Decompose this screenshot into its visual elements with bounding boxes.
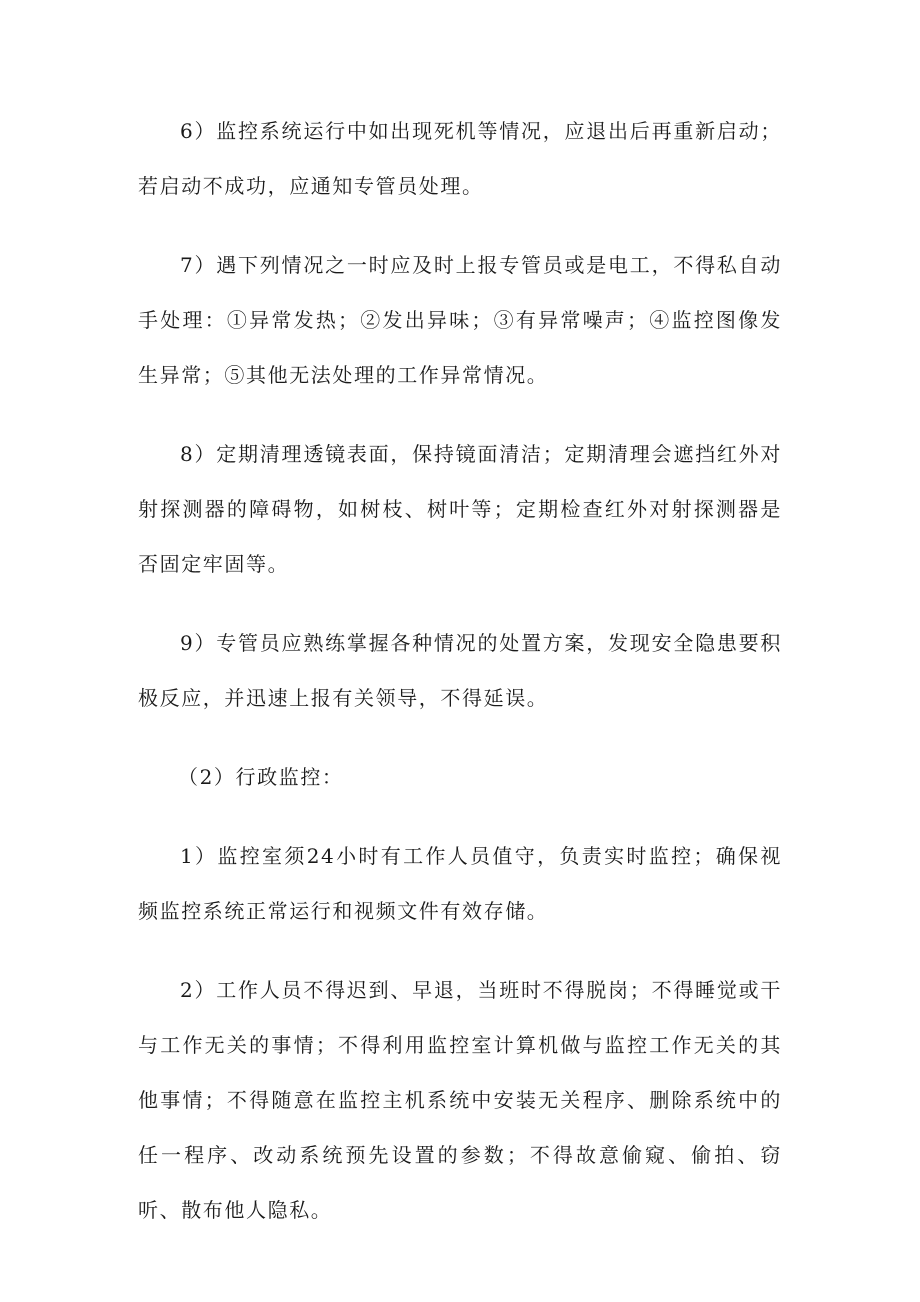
- paragraph-item-2: 2）工作人员不得迟到、早退，当班时不得脱岗；不得睡觉或干与工作无关的事情；不得利用监控室计算机做与监控工作无关的其他事情；不得随意在监控主机系统中安装无关程序、删除系统中的任一程序、改动系统预先设置的参数；不得故意偷窥、偷拍、窃听、散布他人隐私。: [138, 978, 782, 1222]
- paragraph-item-1: 1）监控室须24小时有工作人员值守，负责实时监控；确保视频监控系统正常运行和视频文件有效存储。: [138, 844, 782, 923]
- paragraph-item-7: 7）遇下列情况之一时应及时上报专管员或是电工，不得私自动手处理：①异常发热；②发出异味；③有异常噪声；④监控图像发生异常；⑤其他无法处理的工作异常情况。: [138, 253, 782, 387]
- paragraph-item-6: 6）监控系统运行中如出现死机等情况，应退出后再重新启动；若启动不成功，应通知专管员处理。: [138, 119, 782, 198]
- document-body: [138, 104, 782, 1262]
- paragraph-item-8: 8）定期清理透镜表面，保持镜面清洁；定期清理会遮挡红外对射探测器的障碍物，如树枝、树叶等；定期检查红外对射探测器是否固定牢固等。: [138, 442, 782, 576]
- section-heading-administrative-monitoring: （2）行政监控：: [178, 765, 344, 789]
- paragraph-item-9: 9）专管员应熟练掌握各种情况的处置方案，发现安全隐患要积极反应，并迅速上报有关领导，不得延误。: [138, 631, 782, 710]
